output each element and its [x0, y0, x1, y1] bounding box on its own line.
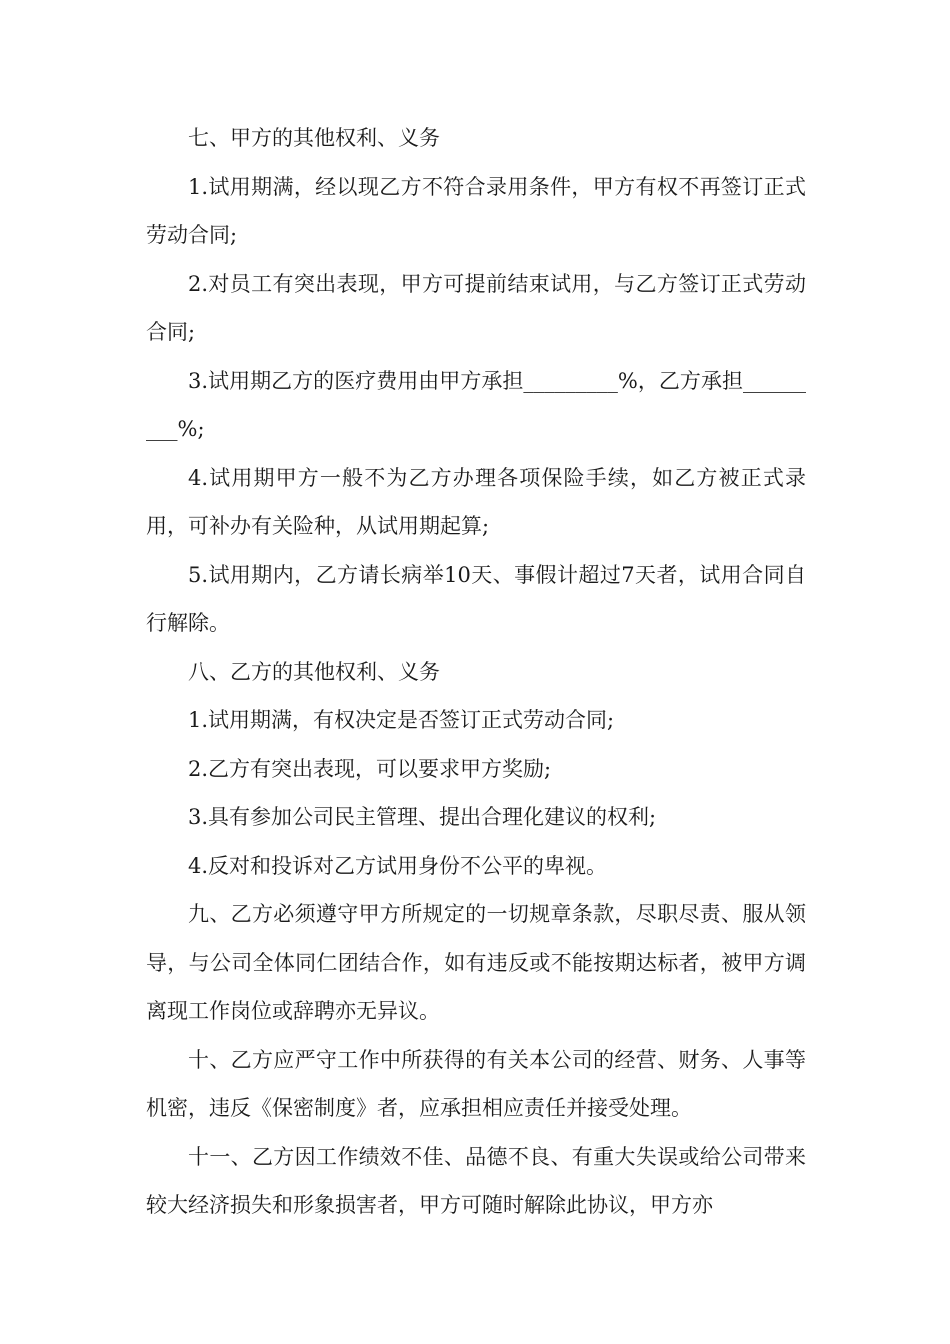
section-heading-8: 八、乙方的其他权利、义务 — [188, 659, 440, 684]
document-body — [146, 114, 806, 1230]
clause-8-3: 3.具有参加公司民主管理、提出合理化建议的权利; — [188, 805, 657, 829]
clause-7-3: 3.试用期乙方的医疗费用由甲方承担_________%，乙方承担_________%; — [146, 368, 806, 441]
clause-8-2: 2.乙方有突出表现，可以要求甲方奖励; — [188, 756, 552, 781]
section-11: 十一、乙方因工作绩效不佳、品德不良、有重大失误或给公司带来较大经济损失和形象损害者，甲方可随时解除此协议，甲方亦 — [146, 1144, 806, 1217]
section-heading-7: 七、甲方的其他权利、义务 — [188, 126, 440, 150]
section-10: 十、乙方应严守工作中所获得的有关本公司的经营、财务、人事等机密，违反《保密制度》者，应承担相应责任并接受处理。 — [146, 1047, 806, 1120]
section-9: 九、乙方必须遵守甲方所规定的一切规章条款，尽职尽责、服从领导，与公司全体同仁团结合作，如有违反或不能按期达标者，被甲方调离现工作岗位或辞聘亦无异议。 — [146, 902, 806, 1023]
clause-7-1: 1.试用期满，经以现乙方不符合录用条件，甲方有权不再签订正式劳动合同; — [146, 174, 806, 247]
clause-7-2: 2.对员工有突出表现，甲方可提前结束试用，与乙方签订正式劳动合同; — [146, 271, 806, 344]
clause-7-4: 4.试用期甲方一般不为乙方办理各项保险手续，如乙方被正式录用，可补办有关险种，从试用期起算; — [146, 465, 806, 538]
clause-7-5: 5.试用期内，乙方请长病举10天、事假计超过7天者，试用合同自行解除。 — [146, 562, 806, 635]
clause-8-4: 4.反对和投诉对乙方试用身份不公平的卑视。 — [188, 853, 608, 878]
clause-8-1: 1.试用期满，有权决定是否签订正式劳动合同; — [188, 708, 615, 732]
